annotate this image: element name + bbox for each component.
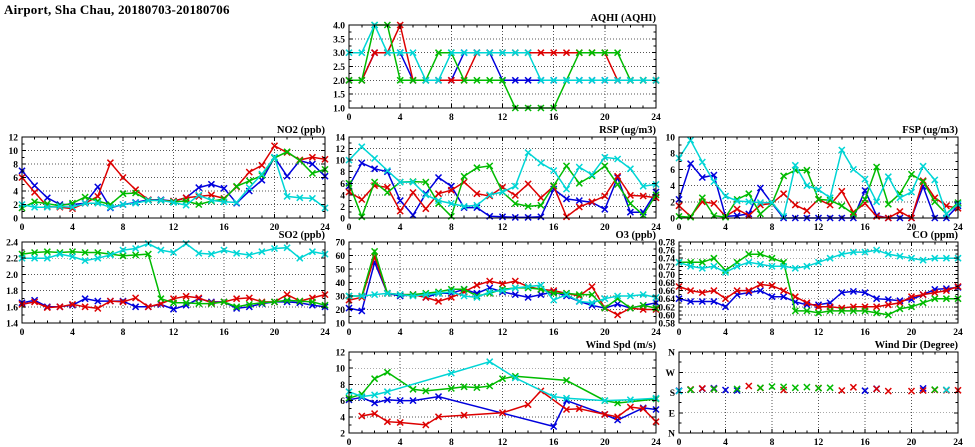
x-tick-label: 12 [497, 223, 508, 233]
y-tick-label: 4.0 [333, 21, 345, 32]
x-tick-label: 0 [676, 223, 682, 233]
x-tick-label: 12 [168, 328, 179, 338]
x-tick-label: 8 [448, 223, 454, 233]
x-tick-label: 20 [600, 438, 610, 447]
chart-title: FSP (ug/m3) [902, 125, 958, 136]
y-tick-label: 0.78 [658, 238, 675, 249]
y-tick-label: 2 [13, 201, 18, 211]
y-tick-label: 1.6 [6, 303, 18, 314]
x-tick-label: 0 [346, 438, 352, 447]
gridlines [349, 352, 656, 433]
y-tick-label: 0.70 [658, 270, 675, 281]
x-tick-label: 8 [769, 438, 775, 447]
y-tick-label: 8 [340, 168, 345, 179]
chart-no2 [9, 125, 331, 233]
chart-rsp [336, 125, 662, 233]
y-tick-label: 10 [335, 364, 345, 375]
x-tick-label: 0 [346, 328, 352, 338]
x-tick-label: 16 [860, 223, 870, 233]
x-tick-label: 16 [219, 328, 229, 338]
y-tick-label: 12 [335, 145, 345, 156]
series-red [359, 388, 658, 427]
x-tick-label: 12 [497, 438, 508, 447]
x-tick-label: 24 [651, 438, 661, 447]
y-tick-label: 20 [335, 306, 345, 316]
x-tick-label: 24 [320, 223, 330, 233]
x-tick-label: 12 [813, 223, 824, 233]
x-tick-label: 12 [813, 438, 824, 447]
x-tick-label: 8 [448, 438, 454, 447]
series-red-markers [359, 388, 658, 427]
series-cyan-markers [677, 387, 949, 393]
y-tick-label: W [665, 368, 675, 379]
y-tick-label: 2 [340, 202, 345, 213]
x-tick-label: 24 [651, 113, 661, 123]
x-tick-label: 20 [600, 223, 610, 233]
y-tick-label: 4 [670, 182, 675, 193]
x-tick-label: 24 [953, 438, 963, 447]
y-tick-label: E [668, 409, 675, 420]
x-tick-label: 16 [219, 223, 229, 233]
x-tick-label: 24 [953, 328, 963, 338]
y-tick-label: 6 [340, 179, 345, 190]
x-tick-label: 24 [651, 223, 661, 233]
x-tick-label: 4 [397, 223, 403, 233]
y-tick-label: N [668, 348, 675, 359]
x-tick-label: 0 [676, 328, 682, 338]
y-tick-label: 4 [340, 413, 345, 424]
x-tick-label: 4 [397, 113, 403, 123]
x-tick-label: 0 [346, 113, 352, 123]
y-tick-label: 10 [665, 133, 675, 144]
y-tick-label: N [668, 429, 675, 440]
x-tick-label: 16 [548, 223, 559, 233]
y-tick-label: 2.4 [6, 238, 18, 249]
chart-co [658, 230, 963, 338]
series-blue [677, 285, 961, 309]
x-tick-label: 20 [906, 438, 917, 447]
x-tick-label: 0 [19, 328, 25, 338]
y-tick-label: 60 [335, 252, 345, 262]
y-tick-label: 50 [335, 265, 345, 276]
chart-title: CO (ppm) [912, 230, 958, 241]
y-tick-label: 10 [8, 147, 18, 157]
y-tick-label: 2.0 [333, 76, 345, 87]
chart-title: AQHI (AQHI) [590, 13, 656, 24]
y-tick-label: 1.4 [6, 319, 18, 330]
y-tick-label: 3.0 [333, 49, 345, 60]
y-tick-label: 0 [340, 214, 345, 225]
x-tick-label: 24 [953, 223, 963, 233]
x-tick-label: 0 [676, 438, 682, 447]
x-tick-label: 8 [769, 328, 775, 338]
series-blue-line [22, 299, 325, 310]
x-tick-label: 4 [723, 438, 728, 447]
y-tick-label: 6 [13, 174, 18, 184]
series-cyan [677, 387, 949, 393]
chart-title: SO2 (ppb) [278, 230, 325, 241]
series-blue [347, 161, 659, 220]
chart-title: Wind Dir (Degree) [874, 340, 958, 351]
x-tick-label: 0 [346, 223, 352, 233]
y-tick-label: 1.5 [333, 90, 345, 101]
gridlines [679, 352, 958, 433]
x-tick-label: 0 [19, 223, 25, 233]
y-tick-label: 2.5 [333, 63, 345, 73]
x-tick-label: 4 [723, 328, 728, 338]
chart-fsp [666, 125, 964, 233]
y-tick-label: 1.8 [6, 287, 18, 298]
x-tick-label: 20 [600, 113, 610, 123]
x-tick-label: 16 [548, 328, 559, 338]
chart-o3 [336, 230, 662, 338]
x-tick-label: 20 [600, 328, 610, 338]
x-tick-label: 12 [497, 328, 508, 338]
x-tick-label: 20 [269, 223, 280, 233]
x-tick-label: 16 [548, 113, 559, 123]
y-tick-label: 2 [670, 198, 675, 209]
chart-title: RSP (ug/m3) [599, 125, 656, 136]
y-tick-label: 0.64 [658, 295, 675, 306]
chart-title: NO2 (ppb) [276, 125, 325, 136]
y-tick-label: 6 [340, 397, 345, 408]
y-tick-label: 14 [335, 133, 345, 144]
y-tick-label: 1.0 [333, 104, 345, 115]
x-tick-label: 12 [497, 113, 508, 123]
series-green [20, 249, 328, 309]
y-tick-label: 3.5 [333, 35, 345, 46]
y-tick-label: 0.58 [658, 319, 675, 330]
y-tick-label: 0.62 [658, 303, 675, 314]
series-green [347, 249, 659, 311]
y-tick-label: 12 [335, 348, 345, 359]
y-tick-label: 30 [335, 292, 345, 303]
y-tick-label: 10 [335, 319, 345, 330]
x-tick-label: 24 [651, 328, 661, 338]
x-tick-label: 16 [548, 438, 559, 447]
series-blue-markers [347, 394, 659, 429]
y-tick-label: 10 [335, 156, 345, 167]
series-blue [347, 394, 659, 429]
y-tick-label: 0 [13, 214, 18, 225]
y-tick-label: 0.72 [658, 262, 675, 273]
y-tick-label: 0.60 [658, 311, 675, 322]
chart-so2 [6, 230, 330, 338]
chart-title: O3 (ppb) [615, 230, 656, 241]
y-tick-label: 0.76 [658, 246, 675, 257]
y-tick-label: 8 [13, 160, 18, 171]
x-tick-label: 20 [906, 223, 917, 233]
y-tick-label: 2 [340, 429, 345, 440]
chart-wspd [336, 340, 662, 447]
y-tick-label: 0 [670, 214, 675, 225]
x-tick-label: 16 [860, 438, 870, 447]
y-tick-label: 2.2 [6, 254, 18, 265]
y-tick-label: 0.68 [658, 279, 675, 289]
y-tick-label: 4 [13, 187, 18, 198]
y-tick-label: 0.66 [658, 287, 675, 298]
series-cyan-markers [347, 359, 659, 403]
y-tick-label: 8 [340, 380, 345, 391]
x-tick-label: 4 [70, 328, 75, 338]
y-tick-label: S [669, 389, 675, 399]
x-tick-label: 4 [397, 328, 403, 338]
y-tick-label: 40 [335, 279, 345, 289]
series-cyan [347, 359, 659, 403]
x-tick-label: 20 [269, 328, 280, 338]
x-tick-label: 8 [448, 113, 454, 123]
chart-title: Wind Spd (m/s) [585, 340, 656, 351]
x-tick-label: 4 [70, 223, 75, 233]
y-tick-label: 70 [335, 238, 345, 249]
gridlines [22, 242, 325, 323]
x-tick-label: 12 [813, 328, 824, 338]
x-tick-label: 8 [448, 328, 454, 338]
y-tick-label: 6 [670, 165, 675, 176]
x-tick-label: 16 [860, 328, 870, 338]
series-green-markers [347, 249, 659, 311]
series-red-line [362, 391, 656, 425]
y-tick-label: 12 [8, 133, 18, 144]
y-tick-label: 0.74 [658, 254, 675, 265]
x-tick-label: 4 [397, 438, 403, 447]
x-tick-label: 8 [120, 328, 126, 338]
y-tick-label: 4 [340, 191, 345, 202]
y-tick-label: 8 [670, 149, 675, 160]
page-title: Airport, Sha Chau, 20180703-20180706 [4, 2, 230, 17]
chart-wdir [666, 340, 964, 447]
x-tick-label: 12 [168, 223, 179, 233]
x-tick-label: 24 [320, 328, 330, 338]
y-tick-label: 2.0 [6, 270, 18, 281]
gridlines [679, 242, 958, 323]
x-tick-label: 8 [769, 223, 775, 233]
x-tick-label: 8 [120, 223, 126, 233]
chart-aqhi [333, 13, 661, 123]
x-tick-label: 20 [906, 328, 917, 338]
x-tick-label: 4 [723, 223, 728, 233]
